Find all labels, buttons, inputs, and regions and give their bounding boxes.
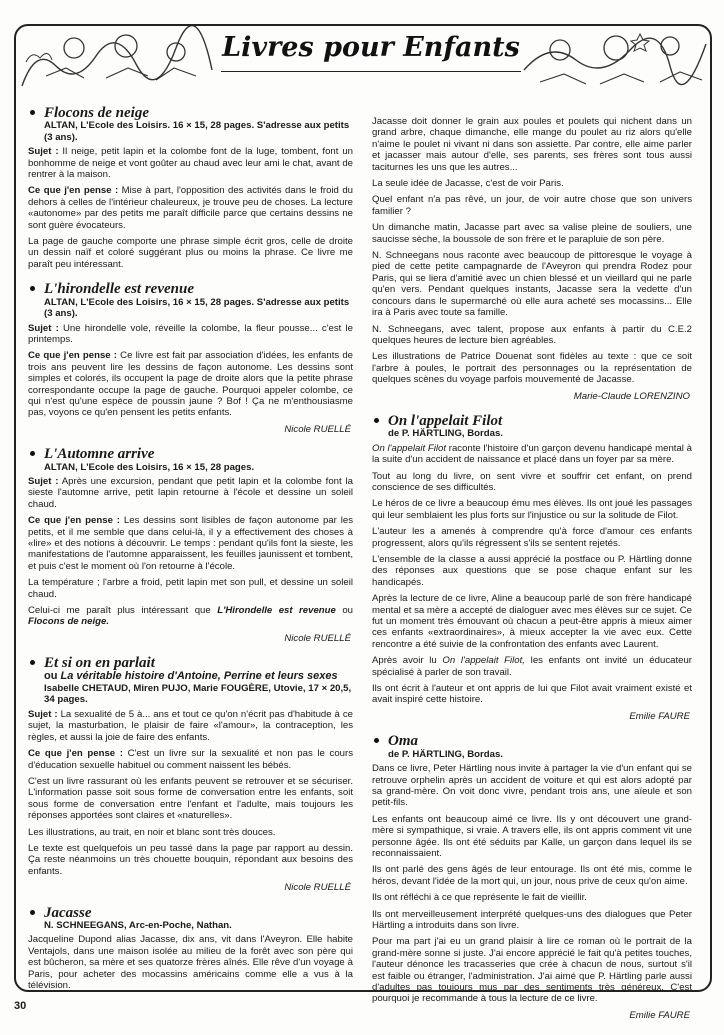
review-title: L'hirondelle est revenue <box>44 281 194 298</box>
review-title: On l'appelait Filot <box>388 412 503 429</box>
book-meta: ALTAN, L'Ecole des Loisirs, 16 × 15, 28 pages. S'adresse aux petits (3 ans). <box>44 296 350 320</box>
page-number: 30 <box>14 1000 27 1012</box>
paragraph: Ce que j'en pense : Ce livre est fait par association d'idées, les enfants de trois ans peuvent lire les dessins de façon autonome. Les dessins sont simples et colorés, ils occupent la page de droite alors que la petite phrase correspondante occupe la page de gauche. Pourquoi appeler colombe, ce qui n'est qu'une espèce de poussin jaune ? Bof ! Ça ne m'enthousiasme pas, voyons ce qu'en pensent les petits enfants. <box>28 350 354 419</box>
book-meta: ALTAN, L'Ecole des Loisirs, 16 × 15, 28 pages. <box>44 461 255 473</box>
paragraph: Pour ma part j'ai eu un grand plaisir à lire ce roman où le portrait de la grand-mère sonne si juste. J'ai encore apprécié le fait qu'à petites touches, l'auteur dénonce les tracasseries que crée à chacun de nous, surtout s'il est faible ou étranger, l'administration. J'ai aimé que P. Härtling parle aussi d'adultes pas toujours mus par des sentiments très généreux. C'est pourquoi je recommande à tous la lecture de ce livre. <box>372 936 692 1005</box>
paragraph: Dans ce livre, Peter Härtling nous invite à partager la vie d'un enfant qui se retrouve orphelin après un accident de voiture et qui est alors adopté par sa grand-mère. On voit donc vivre, pendant trois ans, une aïeule et son petit-fils. <box>372 763 692 809</box>
review-signature: Marie-Claude LORENZINO <box>573 390 690 402</box>
header-banner <box>16 26 710 90</box>
paragraph: Tout au long du livre, on sent vivre et souffrir cet enfant, on prend conscience de ses difficultés. <box>372 470 692 493</box>
bullet-icon <box>374 738 379 743</box>
paragraph: N. Schneegans nous raconte avec beaucoup de pittoresque le voyage à pied de cette petite campagnarde de l'Aveyron qui prendra Rodez pour Paris, qui se liera d'amitié avec un chien blessé et un vieillard qui ne parle qu'en vers. Pendant quelques instants, Jacasse sera la vedette d'un concours dans le supermarché où elle aura acheté ses mocassins... Elle ira à Paris avec toute sa famille. <box>372 250 692 319</box>
paragraph: Jacasse doit donner le grain aux poules et poulets qui nichent dans un grand arbre, chaque dimanche, elle mange du poulet au riz alors qu'elle n'aime le poulet ni vivant ni dans son assiette. Par contre, elle aime parler et jacasser mais autour d'elle, ses parents, ses frères sont tous aussi taciturnes les uns que les autres... <box>372 116 692 173</box>
review-signature: Nicole RUELLÉ <box>284 423 351 435</box>
bullet-icon <box>30 910 35 915</box>
paragraph: Le texte est quelquefois un peu tassé dans la page par rapport au dessin. Ça reste néanmoins un très chouette bouquin, répondant aux besoins des enfants. <box>28 842 353 877</box>
bullet-icon <box>374 418 379 423</box>
right-column <box>372 116 692 1035</box>
paragraph: Ils ont merveilleusement interprété quelques-uns des dialogues que Peter Härtling a introduits dans son livre. <box>372 908 692 931</box>
paragraph: Le héros de ce livre a beaucoup ému mes élèves. Ils ont joué les passages qui leur semblaient les plus forts sur l'injustice ou sur la solitude de Filot. <box>372 498 692 521</box>
paragraph: N. Schneegans, avec talent, propose aux enfants à partir du C.E.2 quelques heures de lecture bien agréables. <box>372 323 692 346</box>
review-jacasse-continued <box>372 116 692 402</box>
paragraph: L'auteur les a amenés à comprendre qu'à force d'amour ces enfants progressent, alors qu'ils régressent s'ils se sentent rejetés. <box>372 526 692 549</box>
paragraph: Les illustrations de Patrice Douenat sont fidèles au texte : que ce soit l'arbre à poules, le portrait des personnages ou la représentation de quelques scènes du voyage parfois mouvementé de Jacasse. <box>372 351 692 386</box>
paragraph: C'est un livre rassurant où les enfants peuvent se retrouver et se sécuriser. L'information passe soit sous forme de conversation entre les enfants, soit sous forme de conversation entre l'enfant et l'adulte, mais toujours les réponses apportées sont claires et «naturelles». <box>28 775 353 822</box>
paragraph: Sujet : Après une excursion, pendant que petit lapin et la colombe font la sieste l'automne arrive, petit lapin retourne à l'école et dessine un soleil chaud. <box>28 475 353 510</box>
bullet-icon <box>30 286 35 291</box>
review-hirondelle <box>28 281 354 435</box>
paragraph: Ce que j'en pense : Mise à part, l'opposition des activités dans le froid du dehors à celles de l'intérieur chaleureux, je trouve peu de choses. La lecture «autonome» par des petits me paraît difficile parce que certains dessins ne sont guère évocateurs. <box>28 185 354 231</box>
review-signature: Emilie FAURE <box>629 1009 690 1021</box>
book-meta: N. SCHNEEGANS, Arc-en-Poche, Nathan. <box>44 919 232 931</box>
children-illustration-left <box>16 26 216 90</box>
review-title: L'Automne arrive <box>44 446 155 463</box>
paragraph: Les enfants ont beaucoup aimé ce livre. Ils y ont découvert une grand-mère si sympathique, si vraie. A travers elle, ils ont appris comment vit une personne âgée. Ils ont été séduits par Kalle, un garçon dans lequel ils se reconnaissaient. <box>372 813 692 859</box>
bullet-icon <box>30 660 35 665</box>
review-jacasse <box>28 904 353 992</box>
paragraph: On l'appelait Filot raconte l'histoire d'un garçon devenu handicapé mental à la suite d'un accident de naissance et placé dans un foyer par sa mère. <box>372 442 692 466</box>
book-meta: Isabelle CHETAUD, Miren PUJO, Marie FOUGÈRE, Utovie, 17 × 20,5, 34 pages. <box>44 683 352 706</box>
left-column <box>28 105 354 1005</box>
paragraph: Ce que j'en pense : C'est un livre sur la sexualité et non pas le cours d'éducation sexuelle habituel ou comment naissent les bébés. <box>28 748 354 771</box>
paragraph: La seule idée de Jacasse, c'est de voir Paris. <box>372 178 564 190</box>
paragraph: La température ; l'arbre a froid, petit lapin met son pull, et dessine un soleil chaud. <box>28 577 353 600</box>
paragraph: Ils ont écrit à l'auteur et ont appris de lui que Filot avait vraiment existé et avait inspiré cette histoire. <box>372 683 692 706</box>
paragraph: Un dimanche matin, Jacasse part avec sa valise pleine de souliers, une saucisse sèche, la boussole de son frère et le parapluie de son père. <box>372 222 692 245</box>
book-meta: de P. HÄRTLING, Bordas. <box>388 748 503 760</box>
review-title: Flocons de neige <box>44 105 149 121</box>
review-title: Oma <box>388 733 418 750</box>
paragraph: Ce que j'en pense : Les dessins sont lisibles de façon autonome par les petits, et il me semble que dans celui-là, il y a effectivement des choses à «lire» et des notions à découvrir. Le temps : pendant qu'ils font la sieste, les manifestations de l'automne apparaissent, les feuilles jaunissent et tombent, et puis c'est le moment où l'on retourne à l'école. <box>28 515 353 572</box>
review-et-si-on-en-parlait <box>28 655 354 894</box>
review-signature: Emilie FAURE <box>629 710 690 722</box>
children-illustration-right <box>520 26 710 90</box>
title-rule <box>221 71 521 72</box>
book-meta: de P. HÄRTLING, Bordas. <box>388 428 503 440</box>
paragraph: Celui-ci me paraît plus intéressant que L'Hirondelle est revenue ou Flocons de neige. <box>28 605 353 628</box>
paragraph: Sujet : Il neige, petit lapin et la colombe font de la luge, tombent, font un bonhomme de neige et vont goûter au chaud avec leur ami le chat, avant de rentrer à la maison. <box>28 146 353 181</box>
paragraph: Les illustrations, au trait, en noir et blanc sont très douces. <box>28 826 276 838</box>
review-flocons <box>28 105 354 270</box>
paragraph: Jacqueline Dupond alias Jacasse, dix ans, vit dans l'Aveyron. Elle habite Ventajols, dans une maison isolée au milieu de la forêt avec son père qui est bûcheron, sa mère et ses quatorze frères aînés. Elle rêve d'un voyage à Paris, pour acheter des mocassins américains comme elle a vus à la télévision. <box>28 934 353 991</box>
book-meta: ALTAN, L'Ecole des Loisirs. 16 × 15, 28 pages. S'adresse aux petits (3 ans). <box>44 120 350 143</box>
review-subtitle: ou La véritable histoire d'Antoine, Perrine et leurs sexes <box>44 669 338 682</box>
paragraph: Après avoir lu On l'appelait Filot, les enfants ont invité un éducateur spécialisé à parler de son travail. <box>372 655 692 678</box>
review-signature: Nicole RUELLÉ <box>284 632 351 644</box>
paragraph: Ils ont réfléchi à ce que représente le fait de vieillir. <box>372 892 587 904</box>
review-title: Et si on en parlait <box>44 655 155 672</box>
paragraph: Sujet : La sexualité de 5 à... ans et tout ce qu'on n'écrit pas d'habitude à ce sujet, la masturbation, le plaisir de faire «l'amour», la contraception, les règles, et aussi la joie de faire des enfants. <box>28 708 353 743</box>
review-signature: Nicole RUELLÉ <box>284 882 351 894</box>
review-filot <box>372 412 692 722</box>
paragraph: Quel enfant n'a pas rêvé, un jour, de voir autre chose que son univers familier ? <box>372 194 692 217</box>
page-title: Livres pour Enfants <box>222 32 520 63</box>
paragraph: La page de gauche comporte une phrase simple écrit gros, celle de droite un dessin naïf et coloré suggérant plus ou moins la phrase. Ce livre me paraît peu intéressant. <box>28 236 353 270</box>
review-title: Jacasse <box>44 904 92 921</box>
paragraph: Sujet : Une hirondelle vole, réveille la colombe, la fleur pousse... c'est le printemps. <box>28 322 353 345</box>
bullet-icon <box>30 451 35 456</box>
bullet-icon <box>30 110 35 115</box>
paragraph: Après la lecture de ce livre, Aline a beaucoup parlé de son frère handicapé mental et sa mère a accepté de dialoguer avec mes élèves sur ce sujet. Ce fut un moment très émouvant où chacun a peut-être appris à mieux aimer ces enfants «extraordinaires», à mieux accepter la vie avec eux. Cette rencontre a été suivie de la confrontation des enfants avec Laurent. <box>372 593 692 650</box>
paragraph: L'ensemble de la classe a aussi apprécié la postface ou P. Härtling donne des réponses aux questions que se pose chaque enfant sur les handicapés. <box>372 554 692 588</box>
paragraph: Ils ont parlé des gens âgés de leur entourage. Ils ont été mis, comme le héros, devant l'idée de la mort qui, un jour, nous prive de ceux qu'on aime. <box>372 864 692 887</box>
review-automne <box>28 446 353 644</box>
review-oma <box>372 733 692 1021</box>
